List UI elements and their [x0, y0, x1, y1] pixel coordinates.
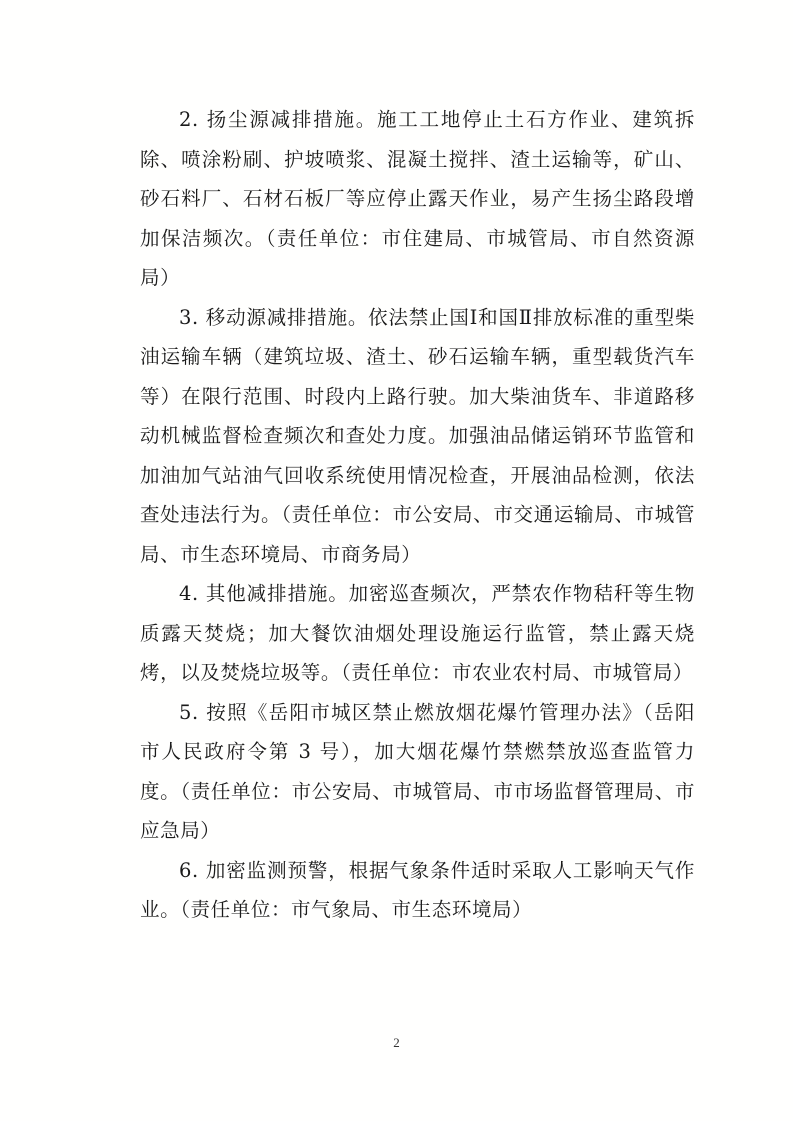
paragraph-fireworks-ban: 5. 按照《岳阳市城区禁止燃放烟花爆竹管理办法》（岳阳市人民政府令第 3 号），加大烟花爆竹禁燃禁放巡查监管力度。（责任单位：市公安局、市城管局、市市场监督管理局、市应急局） — [140, 700, 695, 842]
paragraph-mobile-source-measures: 3. 移动源减排措施。依法禁止国Ⅰ和国Ⅱ排放标准的重型柴油运输车辆（建筑垃圾、渣土、砂石运输车辆，重型载货汽车等）在限行范围、时段内上路行驶。加大柴油货车、非道路移动机械监督检查频次和查处力度。加强油品储运销环节监管和加油加气站油气回收系统使用情况检查，开展油品检测，依法查处违法行为。（责任单位：市公安局、市交通运输局、市城管局、市生态环境局、市商务局） — [140, 305, 695, 566]
page-number: 2 — [393, 1035, 400, 1050]
document-body — [140, 100, 695, 930]
paragraph-dust-source-measures: 2. 扬尘源减排措施。施工工地停止土石方作业、建筑拆除、喷涂粉刷、护坡喷浆、混凝土搅拌、渣土运输等，矿山、砂石料厂、石材石板厂等应停止露天作业，易产生扬尘路段增加保洁频次。（责任单位：市住建局、市城管局、市自然资源局） — [140, 108, 695, 289]
paragraph-other-measures: 4. 其他减排措施。加密巡查频次，严禁农作物秸秆等生物质露天焚烧；加大餐饮油烟处理设施运行监管，禁止露天烧烤，以及焚烧垃圾等。（责任单位：市农业农村局、市城管局） — [140, 582, 695, 684]
paragraph-monitoring-warning: 6. 加密监测预警，根据气象条件适时采取人工影响天气作业。（责任单位：市气象局、市生态环境局） — [140, 858, 695, 921]
